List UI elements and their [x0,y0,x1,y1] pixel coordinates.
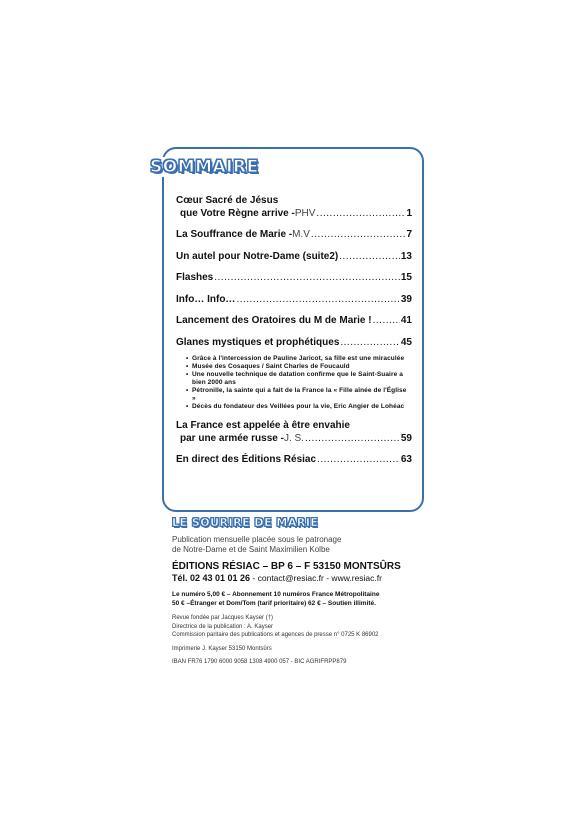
founder-line: Revue fondée par Jacques Kayser (†) [172,615,274,621]
toc-entry-flashes[interactable] [176,272,412,285]
contact-links[interactable]: - contact@resiac.fr - www.resiac.fr [250,573,382,583]
toc-entry-page: 1 [406,207,412,219]
toc-entry-page: 7 [406,229,412,240]
publisher-address: ÉDITIONS RÉSIAC – BP 6 – F 53150 MONTSÛRS [172,561,401,572]
colophon [172,516,432,667]
toc-entry-title: par une armée russe - [180,432,284,444]
toc-entry-info[interactable] [176,294,412,307]
toc-entry-glanes[interactable] [176,337,412,350]
toc-entry-page: 15 [400,272,412,283]
dot-leader [305,433,400,446]
table-of-contents [176,195,412,476]
toc-entry-title: Info… Info… [176,293,236,305]
toc-entry-page: 39 [400,293,412,305]
glanes-subtopics-list [176,355,412,411]
dot-leader [236,294,399,307]
toc-entry-title: Glanes mystiques et prophétiques [176,336,340,348]
phone-number: Tél. 02 43 01 01 26 [172,573,251,583]
toc-entry-page: 13 [400,250,412,262]
dot-leader [311,229,406,242]
sommaire-title: SOMMAIRE [146,157,263,177]
dot-leader [316,208,405,221]
toc-entry-line: Cœur Sacré de Jésus [176,195,279,206]
toc-entry-line: La France est appelée à être envahie [176,420,350,431]
dot-leader [317,454,400,467]
price-line: Le numéro 5,00 € – Abonnement 10 numéros France Métropolitaine [172,591,380,598]
dot-leader [373,315,400,328]
subscription-prices [172,590,432,608]
contact-line [172,573,432,584]
price-line: 50 € –Étranger et Dom/Tom (tarif prioritaire) 62 € – Soutien illimité. [172,600,376,607]
dot-leader [214,272,400,285]
toc-entry-author: M.V [292,229,310,240]
toc-entry-page: 45 [400,336,412,348]
publication-line: de Notre-Dame et de Saint Maximilien Kolbe [172,545,330,554]
list-item: • Musée des Cosaques / Saint Charles de Foucauld [186,363,412,371]
toc-entry-title: Flashes [176,272,214,283]
toc-entry-author: PHV [294,207,316,219]
publication-line: Publication mensuelle placée sous le patronage [172,535,342,544]
commission-line: Commission paritaire des publications et agences de presse n° 0725 K 86902 [172,632,379,638]
toc-entry-author: J. S. [283,432,304,444]
toc-entry-page: 63 [400,454,412,465]
toc-entry-title: La Souffrance de Marie - [176,229,293,240]
toc-entry-page: 59 [400,432,412,444]
list-item: • Grâce à l'intercession de Pauline Jaricot, sa fille est une miraculée [186,355,412,363]
list-item: • Décès du fondateur des Veillées pour la vie, Eric Angier de Lohéac [186,403,412,411]
dot-leader [340,337,400,350]
toc-entry-title: Lancement des Oratoires du M de Marie ! [176,315,372,326]
toc-entry-title: que Votre Règne arrive - [180,207,295,219]
publication-description [172,535,432,555]
toc-entry-france-envahie[interactable] [176,420,412,445]
list-item: • Une nouvelle technique de datation confirme que le Saint-Suaire a bien 2000 ans [186,371,412,387]
legal-info [172,614,432,667]
magazine-brand: LE SOURIRE DE MARIE [172,516,319,529]
toc-entry-title: Un autel pour Notre-Dame (suite2) [176,250,339,262]
toc-entry-coeur-sacre[interactable] [176,195,412,220]
toc-entry-editions[interactable] [176,454,412,467]
iban-line: IBAN FR76 1790 6000 9058 1308 4900 057 - BIC AGRIFRPP879 [172,659,347,665]
list-item: • Pétronille, la sainte qui a fait de la France la « Fille aînée de l'Église » [186,387,412,403]
toc-entry-autel[interactable] [176,251,412,264]
director-line: Directrice de la publication : A. Kayser [172,623,274,630]
toc-entry-page: 41 [400,315,412,326]
toc-entry-title: En direct des Éditions Résiac [176,454,317,465]
printer-line: Imprimerie J. Kayser 53150 Montsûrs [172,645,272,652]
toc-entry-oratoires[interactable] [176,315,412,328]
dot-leader [339,251,400,264]
toc-entry-souffrance[interactable] [176,229,412,242]
